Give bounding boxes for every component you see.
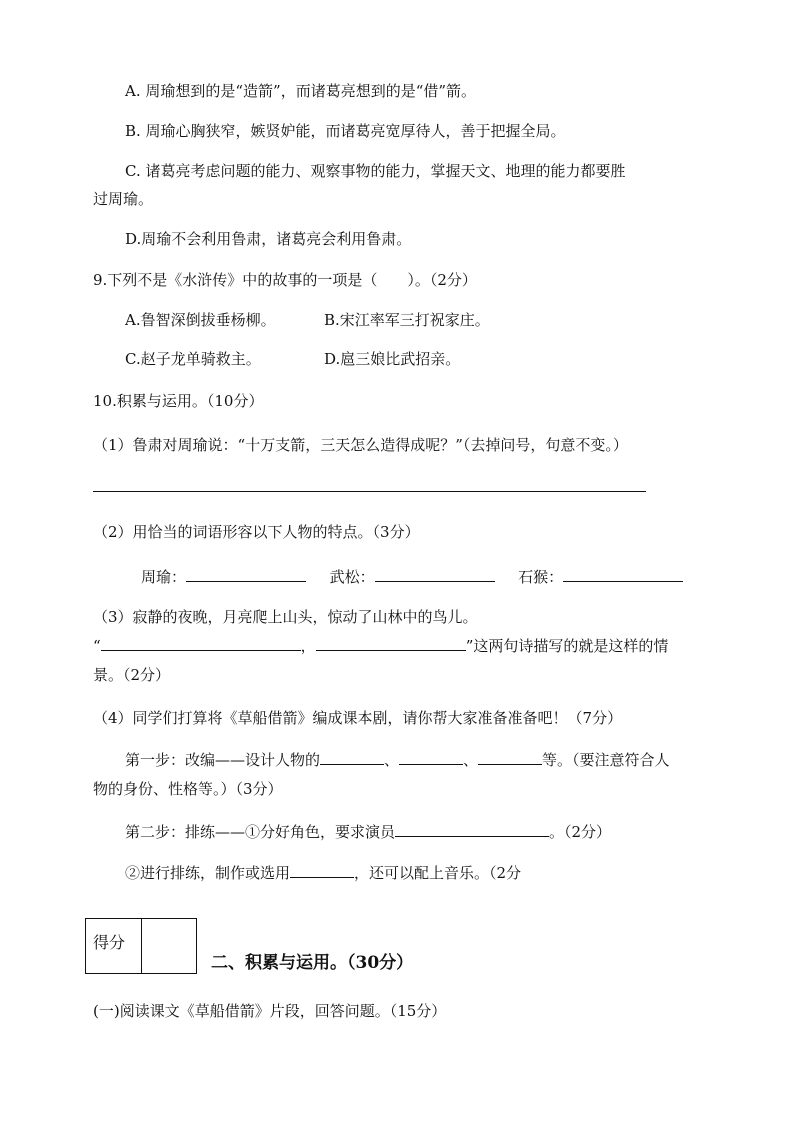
q10-part2-answers [141, 566, 683, 587]
comma: ， [300, 637, 316, 655]
q10-part2: （2）用恰当的词语形容以下人物的特点。（3分） [93, 523, 420, 541]
score-box [85, 918, 197, 974]
q9-option-b: B.宋江率军三打祝家庄。 [324, 311, 490, 329]
q10-part1-answer-line[interactable] [93, 491, 646, 492]
q10-part1: （1）鲁肃对周瑜说：“十万支箭，三天怎么造得成呢？”（去掉问号，句意不变。） [93, 436, 628, 454]
wusong-label: 武松： [329, 568, 375, 586]
q8-option-d: D.周瑜不会利用鲁肃，诸葛亮会利用鲁肃。 [125, 230, 412, 248]
q8-option-c-line2: 过周瑜。 [93, 190, 154, 208]
zhouyu-label: 周瑜： [141, 568, 187, 586]
step2-prefix: 第二步：排练——①分好角色，要求演员 [125, 823, 396, 841]
q8-option-c-line1: C. 诸葛亮考虑问题的能力、观察事物的能力，掌握天文、地理的能力都要胜 [125, 162, 626, 180]
step1-blank-1[interactable] [320, 750, 384, 765]
q10-step1-line2: 物的身份、性格等。）（3分） [93, 780, 283, 798]
shihou-label: 石猴： [518, 568, 564, 586]
step1-blank-2[interactable] [399, 750, 463, 765]
q10-part3-line2 [93, 635, 668, 656]
score-label-cell [86, 919, 142, 973]
q9-option-a: A.鲁智深倒拔垂杨柳。 [125, 311, 276, 329]
q10-step3 [125, 862, 521, 883]
reading-intro: (一)阅读课文《草船借箭》片段，回答问题。（15分） [93, 1002, 447, 1020]
step2-suffix: 。（2分） [549, 823, 612, 841]
score-value-cell[interactable] [142, 919, 196, 973]
step1-sep-1: 、 [384, 751, 400, 769]
part3-tail: ”这两句诗描写的就是这样的情 [465, 637, 669, 655]
score-label: 得分 [93, 933, 126, 952]
section2-title: 二、积累与运用。（30分） [211, 953, 414, 973]
q8-option-b: B. 周瑜心胸狭窄，嫉贤妒能，而诸葛亮宽厚待人，善于把握全局。 [125, 122, 566, 140]
q10-step2 [125, 821, 611, 842]
poem-line2-blank[interactable] [316, 636, 466, 651]
step1-suffix: 等。（要注意符合人 [542, 751, 670, 769]
q9-option-d: D.扈三娘比武招亲。 [324, 350, 461, 368]
q10-part3-line3: 景。（2分） [93, 666, 171, 684]
q10-part4: （4）同学们打算将《草船借箭》编成课本剧，请你帮大家准备准备吧！（7分） [93, 709, 623, 727]
step1-blank-3[interactable] [478, 750, 542, 765]
step3-blank[interactable] [290, 863, 354, 878]
shihou-blank[interactable] [563, 567, 683, 582]
q10-step1 [125, 749, 670, 770]
open-quote: “ [93, 637, 101, 655]
step2-blank[interactable] [395, 822, 549, 837]
q10-part3-line1: （3）寂静的夜晚，月亮爬上山头，惊动了山林中的鸟儿。 [93, 608, 478, 626]
step1-sep-2: 、 [463, 751, 479, 769]
q10-title: 10.积累与运用。（10分） [93, 392, 264, 410]
step3-prefix: ②进行排练，制作或选用 [125, 864, 291, 882]
poem-line1-blank[interactable] [101, 636, 301, 651]
zhouyu-blank[interactable] [186, 567, 306, 582]
q9-question: 9.下列不是《水浒传》中的故事的一项是（ ）。（2分） [93, 271, 477, 289]
q9-option-c: C.赵子龙单骑救主。 [125, 350, 261, 368]
step3-suffix: ，还可以配上音乐。（2分 [354, 864, 522, 882]
wusong-blank[interactable] [375, 567, 495, 582]
step1-prefix: 第一步：改编——设计人物的 [125, 751, 321, 769]
q8-option-a: A. 周瑜想到的是“造箭”，而诸葛亮想到的是“借”箭。 [125, 82, 477, 100]
